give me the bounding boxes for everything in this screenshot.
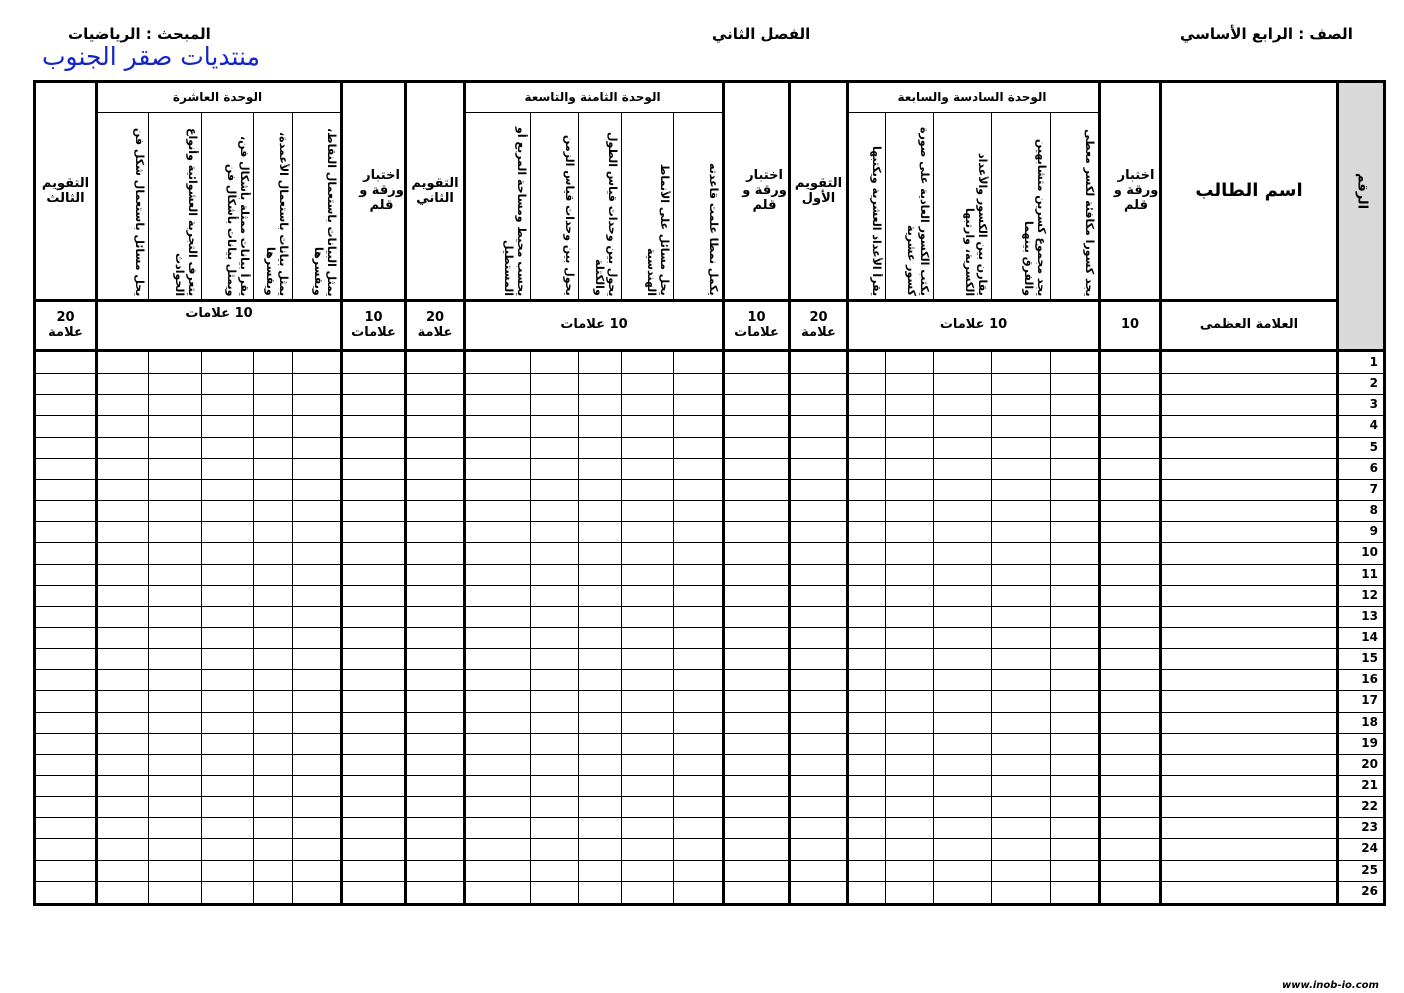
outcome-divider [1050, 113, 1051, 299]
cell-divider [292, 352, 293, 906]
row-number: 3 [1369, 397, 1378, 412]
row-divider [36, 458, 1383, 459]
unit-8-9-title: الوحدة الثامنة والتاسعة [524, 90, 661, 105]
row-number: 7 [1369, 481, 1378, 496]
row-number: 19 [1361, 735, 1378, 750]
row-divider [36, 542, 1383, 543]
max-row-bottom-border [33, 349, 1386, 352]
row-number: 24 [1361, 841, 1378, 856]
max-mark-eval3 [36, 302, 95, 349]
row-divider [36, 796, 1383, 797]
test1-header-part: اختبار ورقة و قلم [1113, 168, 1159, 213]
test3-header [343, 84, 420, 299]
row-divider [36, 585, 1383, 586]
max-mark-eval3-part: 20 [56, 309, 75, 325]
max-mark-unit-8-9: 10 علامات [560, 317, 628, 333]
max-mark-eval2-part: 20 [425, 309, 445, 325]
outcome-divider [621, 113, 622, 299]
row-number: 25 [1361, 862, 1378, 877]
cell-divider [621, 352, 622, 906]
outcome-divider [885, 113, 886, 299]
row-number: 22 [1361, 799, 1378, 814]
test1-header [1101, 84, 1171, 299]
unit-6-7-title: الوحدة السادسة والسابعة [897, 90, 1047, 105]
outcome-10: يمثل البيانات باستعمال النقاط، ويفسرها [311, 127, 338, 296]
row-divider [36, 754, 1383, 755]
outcome-divider [148, 113, 149, 299]
outcome-6-7: يجد كسورا مكافئة لكسر معطى [1083, 128, 1096, 296]
cell-divider [253, 352, 254, 906]
row-divider [36, 881, 1383, 882]
unit-underline [846, 112, 1098, 113]
max-mark-eval1-part: علامة [801, 324, 836, 340]
row-divider [36, 564, 1383, 565]
max-mark-eval2 [407, 302, 463, 349]
outcome-divider [253, 113, 254, 299]
max-mark-test2-part: علامات [734, 324, 779, 340]
row-divider [36, 479, 1383, 480]
row-divider [36, 373, 1383, 374]
row-number: 9 [1369, 524, 1378, 539]
test3-header-part: اختبار ورقة و قلم [359, 168, 404, 213]
row-number: 8 [1369, 503, 1378, 518]
website-url: www.inob-io.com [1282, 980, 1379, 991]
col-number-header: الرقم [1354, 173, 1370, 210]
row-divider [36, 437, 1383, 438]
eval3-header [36, 84, 95, 299]
max-mark-unit-10: 10 علامات [185, 306, 253, 322]
row-divider [36, 627, 1383, 628]
cell-divider [530, 352, 531, 906]
row-number: 5 [1369, 439, 1378, 454]
row-divider [36, 415, 1383, 416]
outcome-8-9: يحول بين وحدات قياس الطول والكتلة [592, 131, 619, 296]
outcome-divider [933, 113, 934, 299]
row-number: 17 [1361, 693, 1378, 708]
row-number: 1 [1369, 355, 1378, 369]
outcome-8-9: يحل مسائل على الأنماط الهندسية [644, 164, 671, 296]
unit-10-title: الوحدة العاشرة [172, 90, 263, 105]
cell-divider [148, 352, 149, 906]
row-number: 6 [1369, 460, 1378, 475]
outcome-10: يمثل بيانات باستعمال الأعمدة، ويفسرها [263, 131, 290, 296]
max-mark-unit-6-7: 10 علامات [939, 317, 1008, 333]
row-divider [36, 860, 1383, 861]
row-number: 13 [1361, 608, 1378, 623]
outcome-8-9: يحول بين وحدات قياس الزمن [563, 135, 576, 296]
row-divider [36, 690, 1383, 691]
max-mark-test3-part: علامات [351, 324, 396, 340]
unit-underline [95, 112, 340, 113]
max-mark-test2 [725, 302, 788, 349]
outcome-divider [201, 113, 202, 299]
subject-label: المبحث : الرياضيات [68, 25, 211, 43]
max-mark-eval1-part: 20 [809, 309, 828, 325]
column-border [95, 80, 98, 906]
max-mark-eval1 [791, 302, 846, 349]
cell-divider [673, 352, 674, 906]
row-divider [36, 648, 1383, 649]
outcome-6-7: يقرأ الأعداد العشرية ويكتبها [870, 145, 883, 296]
cell-divider [933, 352, 934, 906]
row-number: 16 [1361, 672, 1378, 687]
row-divider [36, 394, 1383, 395]
row-number: 20 [1361, 756, 1378, 771]
max-mark-label: العلامة العظمى [1199, 317, 1299, 333]
row-number: 11 [1361, 566, 1378, 581]
outcome-10: يتعرف التجربة العشوائية وأنواع الحوادث [172, 127, 199, 296]
outcome-divider [530, 113, 531, 299]
row-number: 18 [1361, 714, 1378, 729]
max-mark-eval3-part: علامة [48, 324, 83, 340]
max-mark-test3-part: 10 [364, 309, 383, 325]
row-divider [36, 838, 1383, 839]
outcome-6-7: يقارن بين الكسور والأعداد الكسرية، وارتبها [962, 153, 989, 296]
cell-divider [885, 352, 886, 906]
test2-header [725, 84, 804, 299]
outcome-divider [292, 113, 293, 299]
eval3-header-part: التقويم الثالث [41, 175, 90, 206]
column-border [463, 80, 466, 906]
outcome-6-7: يكتب الكسور العادية على صورة كسور عشرية [904, 127, 931, 296]
row-divider [36, 712, 1383, 713]
outcome-6-7: يجد مجموع كسرين متشابهين والفرق بينهما [1021, 138, 1048, 296]
row-divider [36, 500, 1383, 501]
row-number: 15 [1361, 651, 1378, 666]
max-mark-test2-part: 10 [747, 309, 766, 325]
test2-header-part: اختبار ورقة و قلم [742, 168, 787, 213]
outcome-10: يقرأ بيانات ممثلة بأشكال فن، ويمثل بيانات بأشكال فن [224, 135, 251, 296]
outcome-10: يحل مسائل باستعمال شكل فن [133, 127, 146, 296]
row-divider [36, 669, 1383, 670]
outcome-divider [673, 113, 674, 299]
max-mark-eval2-part: علامة [417, 324, 453, 340]
eval2-header-part: التقويم الثاني [411, 175, 459, 206]
column-border [846, 80, 849, 906]
outcome-divider [991, 113, 992, 299]
row-number: 10 [1361, 545, 1378, 560]
row-divider [36, 733, 1383, 734]
max-mark-test1: 10 [1120, 317, 1140, 333]
outcome-8-9: يكمل نمطا علمت قاعدته [707, 163, 720, 296]
grade-label: الصف : الرابع الأساسي [1180, 25, 1353, 43]
forum-watermark: منتديات صقر الجنوب [42, 42, 260, 71]
row-number: 12 [1361, 587, 1378, 602]
row-number: 23 [1361, 820, 1378, 835]
unit-underline [463, 112, 722, 113]
col-student-header: اسم الطالب [1195, 180, 1303, 202]
row-divider [36, 775, 1383, 776]
cell-divider [991, 352, 992, 906]
row-divider [36, 606, 1383, 607]
row-divider [36, 817, 1383, 818]
cell-divider [578, 352, 579, 906]
max-mark-test3 [343, 302, 404, 349]
row-number: 14 [1361, 629, 1378, 644]
cell-divider [201, 352, 202, 906]
row-divider [36, 521, 1383, 522]
cell-divider [1050, 352, 1051, 906]
outcome-8-9: يحسب محيط ومساحة المربع أو المستطيل [501, 126, 528, 296]
row-number: 2 [1369, 376, 1378, 391]
term-label: الفصل الثاني [712, 25, 811, 43]
eval1-header-part: التقويم الأول [794, 175, 843, 206]
outcome-divider [578, 113, 579, 299]
row-number: 26 [1361, 883, 1378, 898]
row-number: 21 [1361, 778, 1378, 792]
row-number: 4 [1369, 418, 1378, 433]
